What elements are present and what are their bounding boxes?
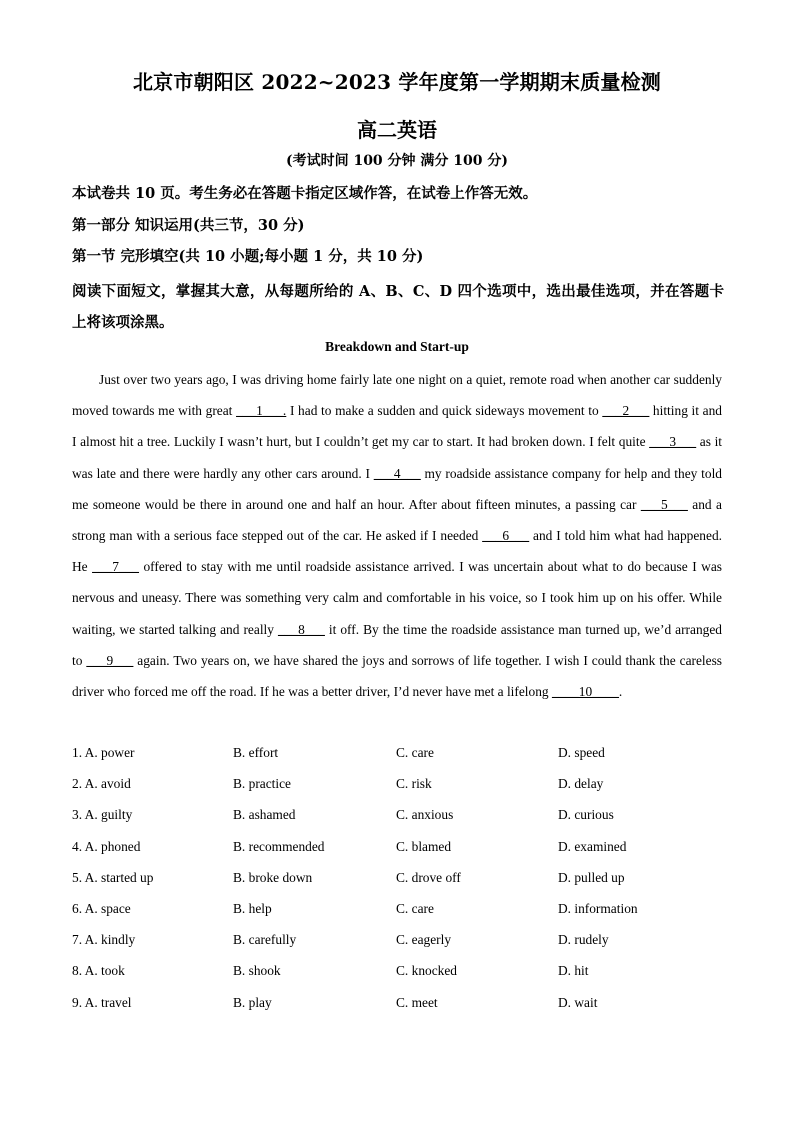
passage-text: and I told him what had happened. He xyxy=(72,528,722,575)
option-a: 5. A. started up xyxy=(72,869,154,885)
blank-7: ___7___ xyxy=(92,559,139,575)
passage-body xyxy=(72,364,722,707)
question-row xyxy=(72,799,732,830)
passage-text: it off. By the time the roadside assistance man turned up, we’d arranged to xyxy=(72,621,722,668)
question-row xyxy=(72,893,732,924)
directions-text: 阅读下面短文，掌握其大意，从每题所给的 A、B、C、D 四个选项中，选出最佳选项，并在答题卡上将该项涂黑。 xyxy=(72,283,724,331)
blank-1: ___1___. xyxy=(236,403,287,419)
question-row xyxy=(72,768,732,799)
blank-3: ___3___ xyxy=(649,434,697,450)
option-c: C. care xyxy=(396,900,434,916)
option-a: 9. A. travel xyxy=(72,994,132,1010)
question-row xyxy=(72,831,732,862)
question-row xyxy=(72,924,732,955)
option-d: D. speed xyxy=(558,745,605,760)
option-d: D. wait xyxy=(558,994,598,1010)
option-a: 1. A. power xyxy=(72,745,135,760)
option-d: D. rudely xyxy=(558,932,609,948)
option-b: B. carefully xyxy=(233,932,297,948)
passage-text: and a strong man with a serious face stepped out of the car. He asked if I needed xyxy=(72,496,722,544)
passage-text: as it was late and there were hardly any other cars around. I xyxy=(72,434,723,481)
passage-paragraph xyxy=(72,364,722,707)
option-b: B. shook xyxy=(233,963,281,979)
option-a: 7. A. kindly xyxy=(72,932,136,948)
time-note: (考试时间 100 分钟 满分 100 分) xyxy=(285,153,509,169)
option-a: 2. A. avoid xyxy=(72,776,131,792)
blank-10: ____10____ xyxy=(551,684,619,700)
passage-text: offered to stay with me until roadside assistance arrived. I was uncertain about what to do because I was nervous and uneasy. There was something very calm and comfortable in his voice, so I took him up on his offer. While waiting, we started talking and really xyxy=(72,559,722,637)
option-a: 3. A. guilty xyxy=(72,807,133,823)
passage-text: Just over two years ago, I was driving home fairly late one night on a quiet, remote road when another car suddenly moved towards me with great xyxy=(72,372,722,419)
option-c: C. risk xyxy=(396,776,432,792)
option-d: D. examined xyxy=(558,838,627,854)
option-c: C. knocked xyxy=(396,963,457,979)
blank-5: ___5___ xyxy=(640,496,688,512)
option-d: D. curious xyxy=(558,807,614,823)
option-d: D. hit xyxy=(558,963,589,979)
option-c: C. meet xyxy=(396,994,438,1010)
passage-text: . xyxy=(618,684,623,700)
option-b: B. practice xyxy=(233,776,291,792)
option-c: C. care xyxy=(396,745,434,760)
part-heading: 第一部分 知识运用(共三节，30 分) xyxy=(72,217,305,234)
option-a: 6. A. space xyxy=(72,900,131,916)
question-row xyxy=(72,862,732,893)
option-c: C. blamed xyxy=(396,838,452,854)
option-d: D. pulled up xyxy=(558,869,625,885)
option-d: D. delay xyxy=(558,776,604,792)
passage-text: I had to make a sudden and quick sideways movement to xyxy=(286,403,603,419)
subject-title: 高二英语 xyxy=(357,118,437,142)
option-c: C. anxious xyxy=(396,807,454,823)
passage-text: my roadside assistance company for help and they told me someone would be there in around one and half an hour. After about fifteen minutes, a passing car xyxy=(72,465,722,512)
option-c: C. eagerly xyxy=(396,932,452,948)
option-b: B. effort xyxy=(233,745,279,760)
option-a: 4. A. phoned xyxy=(72,838,141,854)
blank-8: ___8___ xyxy=(277,621,325,637)
blank-2: ___2___ xyxy=(602,403,650,419)
question-row xyxy=(72,737,732,768)
option-b: B. play xyxy=(233,994,272,1010)
section-heading: 第一节 完形填空(共 10 小题;每小题 1 分，共 10 分) xyxy=(72,248,424,265)
answer-options xyxy=(72,737,732,1018)
blank-6: ___6___ xyxy=(482,528,530,544)
exam-title: 北京市朝阳区 2022~2023 学年度第一学期期末质量检测 xyxy=(132,70,661,94)
passage-title: Breakdown and Start-up xyxy=(325,339,469,354)
option-b: B. help xyxy=(233,900,272,916)
notice-text: 本试卷共 10 页。考生务必在答题卡指定区域作答，在试卷上作答无效。 xyxy=(72,185,538,202)
question-row xyxy=(72,987,732,1018)
option-b: B. broke down xyxy=(233,869,313,885)
option-a: 8. A. took xyxy=(72,963,125,979)
blank-4: ___4___ xyxy=(373,465,421,481)
question-row xyxy=(72,955,732,986)
passage-text: hitting it and I almost hit a tree. Luckily I wasn’t hurt, but I couldn’t get my car to start. It had broken down. I felt quite xyxy=(72,403,722,450)
option-b: B. ashamed xyxy=(233,807,296,823)
option-c: C. drove off xyxy=(396,869,461,885)
option-d: D. information xyxy=(558,900,638,916)
blank-9: ___9___ xyxy=(86,652,134,668)
passage-text: again. Two years on, we have shared the joys and sorrows of life together. I wish I could thank the careless driver who forced me off the road. If he was a better driver, I’d never have met a lifelong xyxy=(72,652,722,700)
option-b: B. recommended xyxy=(233,838,325,854)
